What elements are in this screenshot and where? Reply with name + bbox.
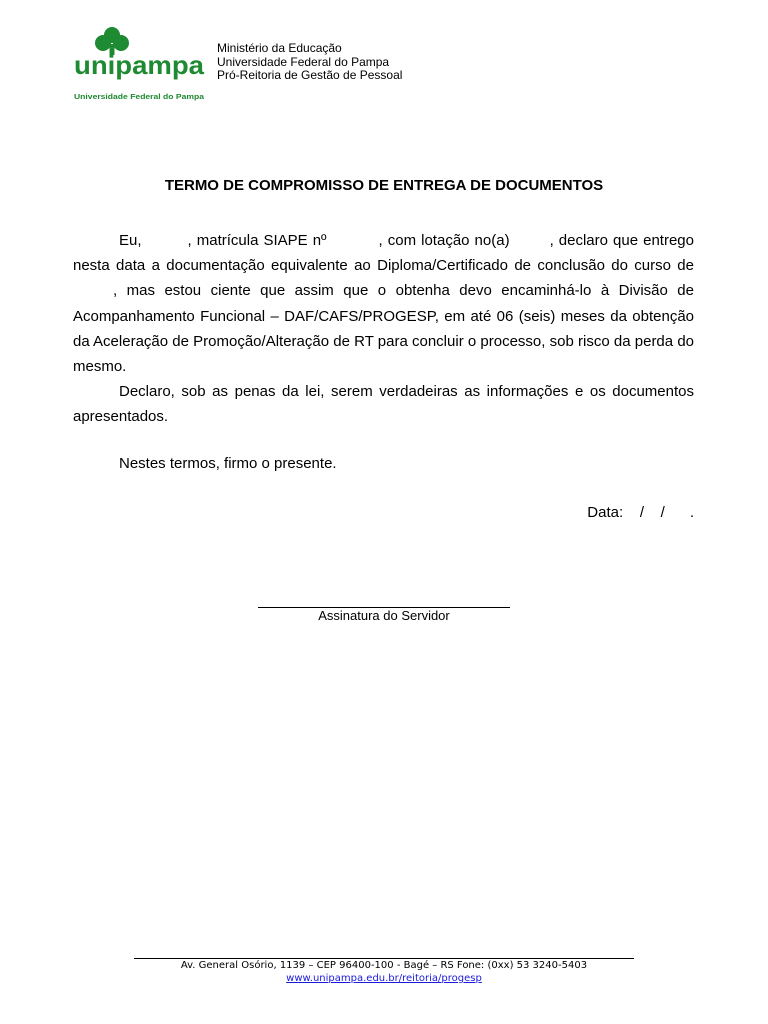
text-eu: Eu, [119,232,142,249]
footer-address: Av. General Osório, 1139 – CEP 96400-100 - Bagé – RS Fone: (0xx) 53 3240-5403 [180,960,588,971]
clover-tree-icon [72,24,208,104]
footer-divider [134,958,634,959]
header-ministry: Ministério da Educação [217,41,342,55]
closing-statement: Nestes termos, firmo o presente. [119,455,337,472]
header-text [217,42,402,83]
signature-label: Assinatura do Servidor [318,608,450,623]
text-declaro: , declaro que entrego nesta data a documentação equivalente ao Diploma/Certificado de conclusão do curso de [73,232,694,275]
document-body [73,228,694,430]
text-ciente: , mas estou ciente que assim que o obtenha devo encaminhá-lo à Divisão de Acompanhamento Funcional – DAF/CAFS/PROGESP, em até 06 (seis) meses da obtenção da Aceleração de Promoção/Alteração de RT para concluir o processo, sob risco da perda do mesmo. [73,282,694,376]
document-title: TERMO DE COMPROMISSO DE ENTREGA DE DOCUMENTOS [164,177,604,194]
paragraph-commitment [73,228,694,379]
footer-link[interactable]: www.unipampa.edu.br/reitoria/progesp [286,973,482,984]
date-line: Data: / / . [587,504,694,521]
text-siape: , matrícula SIAPE nº [187,232,327,249]
unipampa-logo [72,24,208,104]
paragraph-declaration: Declaro, sob as penas da lei, serem verdadeiras as informações e os documentos apresentados. [73,383,694,426]
logo-subtitle: Universidade Federal do Pampa [74,92,205,101]
logo-wordmark: unipampa [74,50,205,80]
text-lotacao: , com lotação no(a) [378,232,510,249]
header-university: Universidade Federal do Pampa [217,54,390,69]
header-department: Pró-Reitoria de Gestão de Pessoal [217,68,403,82]
